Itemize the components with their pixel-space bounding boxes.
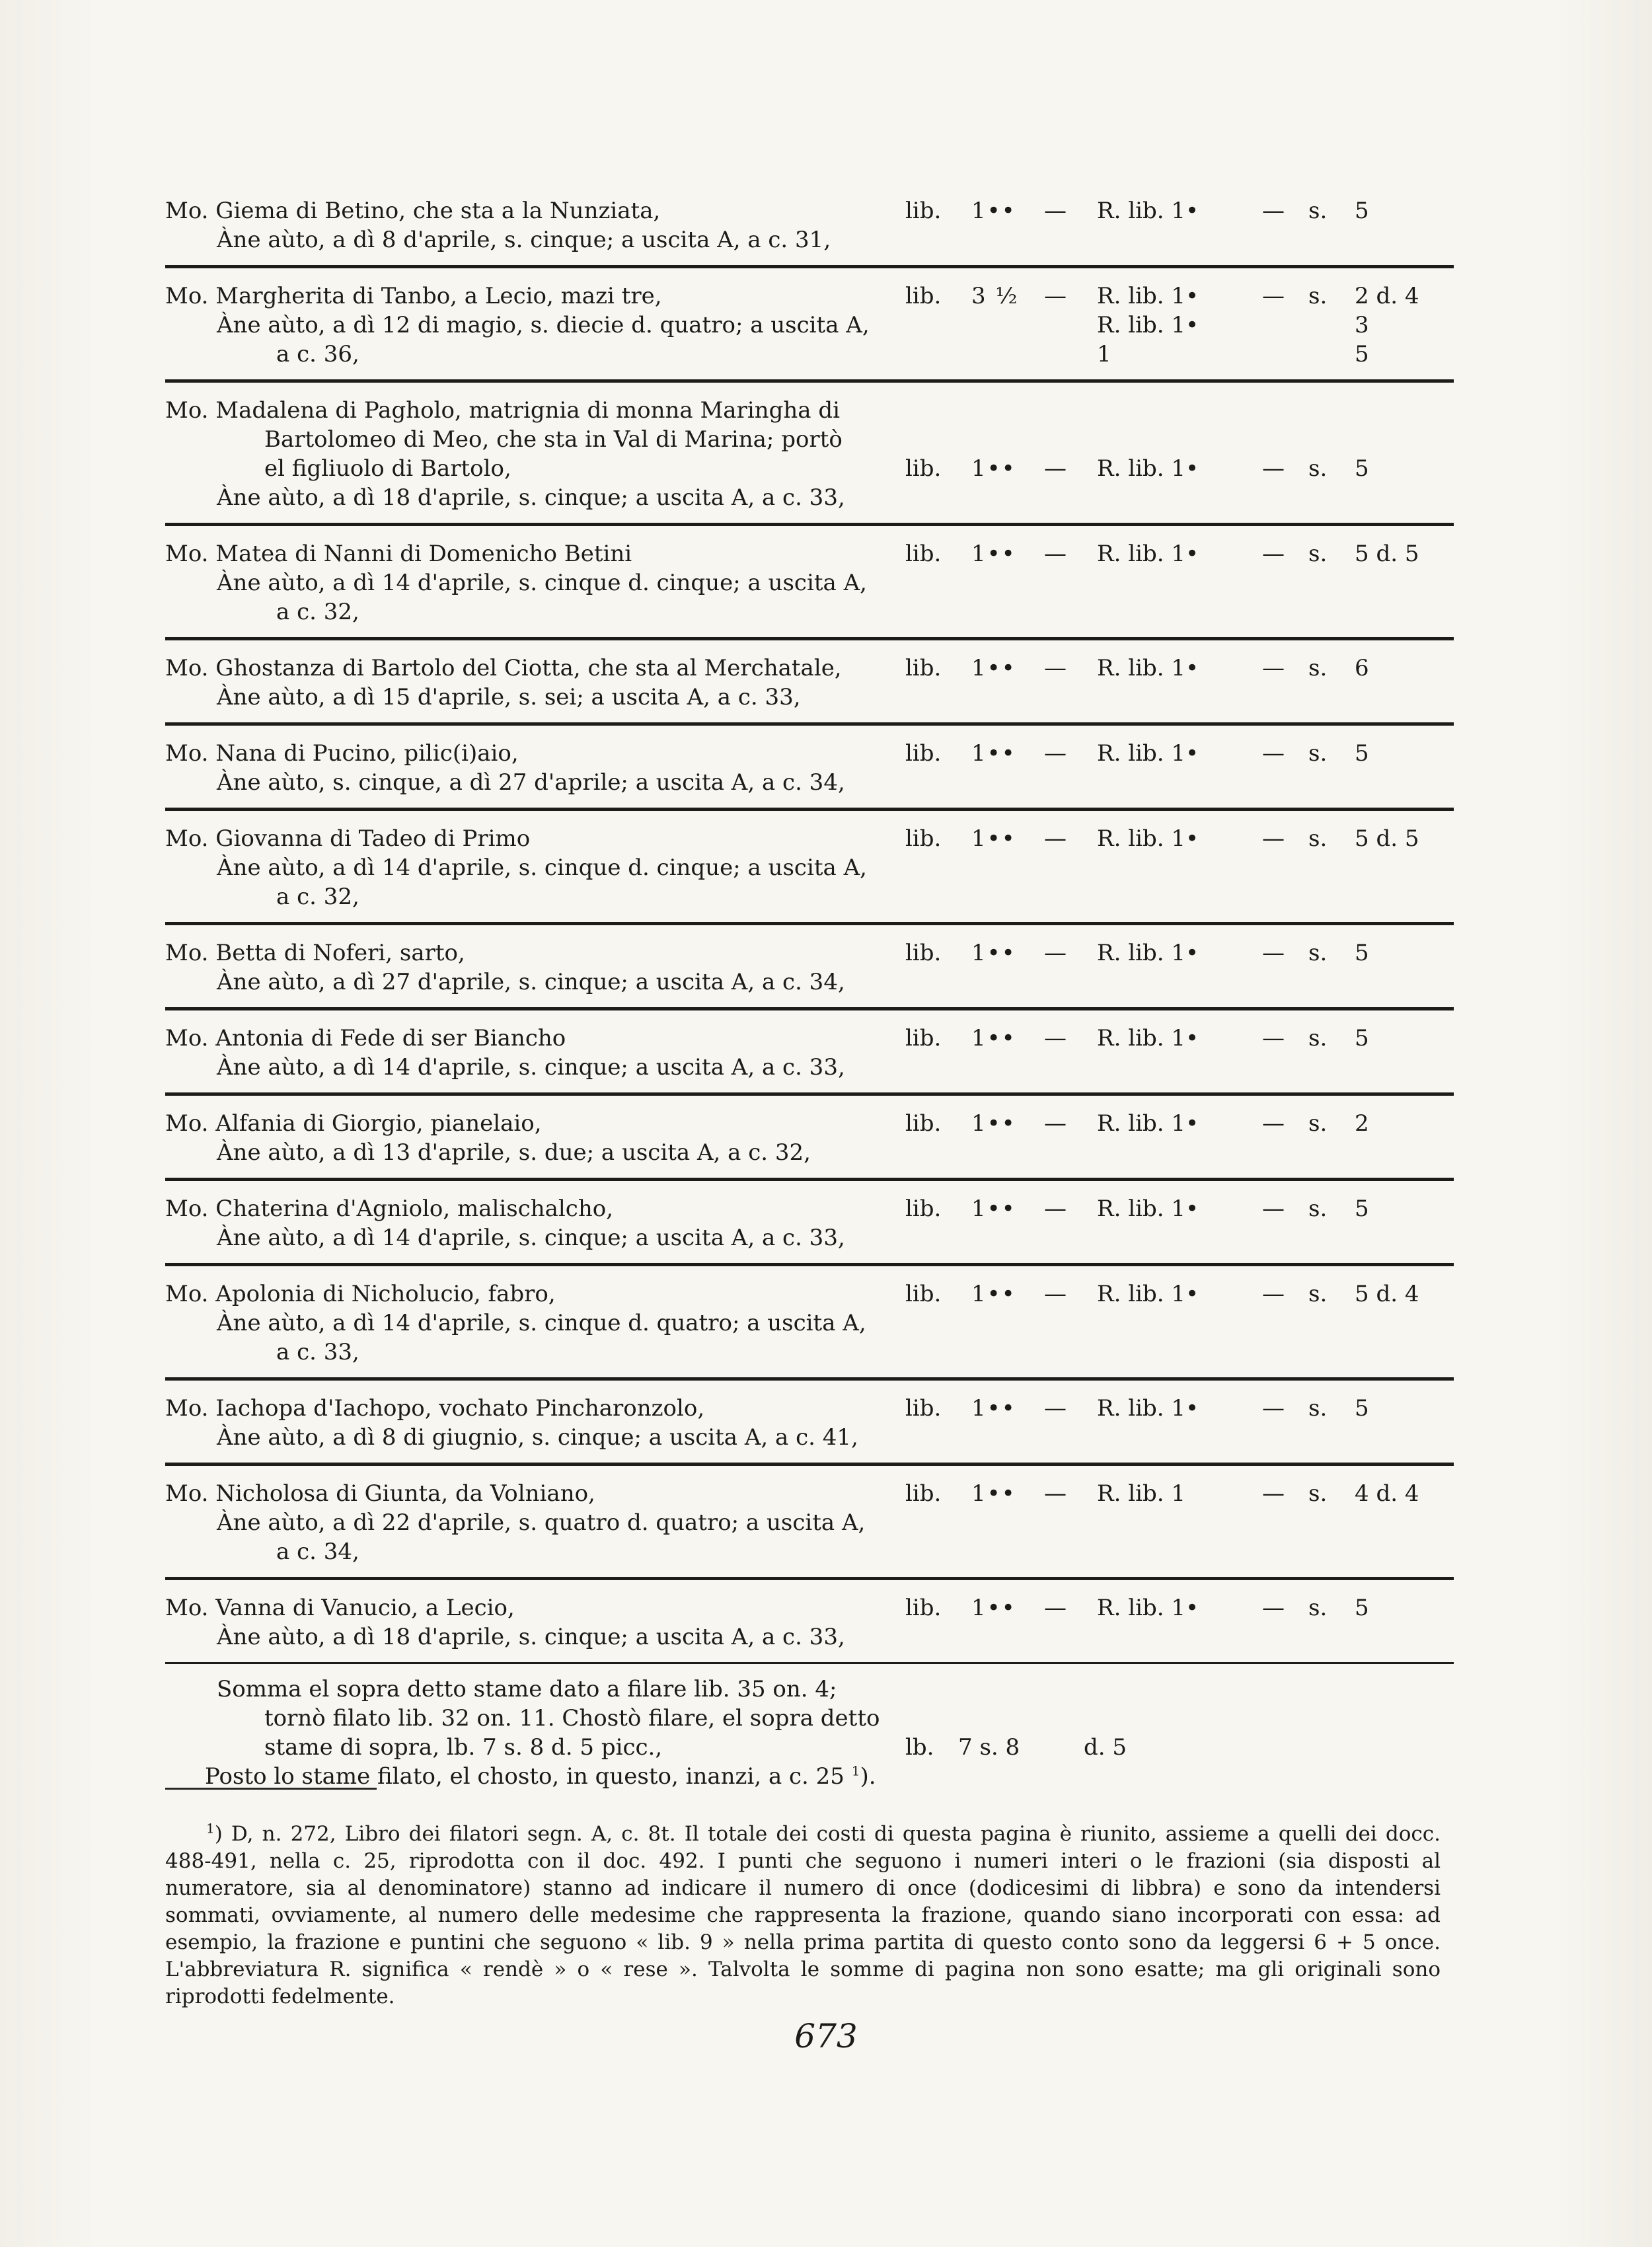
amount-num: 5 — [1355, 940, 1369, 966]
summary-posto: Posto lo stame filato, el chosto, in questo, inanzi, a c. 25 — [205, 1763, 845, 1790]
entry-name: Mo. Matea di Nanni di Domenicho Betini — [165, 541, 632, 567]
amount-lib: lib. — [905, 1281, 942, 1307]
ledger-entry — [165, 816, 1454, 925]
entry-detail: a c. 32, — [276, 599, 359, 625]
amount-amt: 1•• — [971, 1595, 1016, 1621]
dash-separator: — — [1262, 825, 1285, 852]
entry-detail: Àne aùto, a dì 18 d'aprile, s. cinque; a uscita A, a c. 33, — [217, 1624, 845, 1650]
entry-detail: a c. 32, — [276, 884, 359, 910]
entry-amounts — [905, 938, 1454, 968]
ledger-entry — [165, 188, 1454, 268]
entry-name: Mo. Madalena di Pagholo, matrignia di monna Maringha di — [165, 397, 840, 424]
entry-amounts — [905, 1194, 1454, 1223]
amount-num: 5 — [1355, 198, 1369, 224]
dash-separator: — — [1044, 1595, 1067, 1621]
footnote — [165, 1821, 1441, 2010]
summary-line: Somma el sopra detto stame dato a filare lib. 35 on. 4; — [217, 1676, 837, 1702]
amount-s: s. — [1308, 940, 1328, 966]
summary-amt: 7 s. 8 — [958, 1734, 1020, 1761]
ledger-entry — [165, 731, 1454, 811]
ledger-entry — [165, 1386, 1454, 1466]
footnote-text: ) D, n. 272, Libro dei filatori segn. A, c. 8t. Il totale dei costi di questa pagina è riunito, assieme a quelli dei docc. 488-491, nella c. 25, riprodotta con il doc. 492. I punti che seguono i numeri interi o le frazioni (sia disposti al numeratore, sia al denominatore) stanno ad indicare il numero di once (dodicesimi di libbra) e sono da intendersi sommati, ovviamente, al numero delle medesime che rappresenta la frazione, quando siano incorporati con essa: ad esempio, la frazione e puntini che seguono « lib. 9 » nella prima partita di questo conto sono da leggersi 6 + 5 once. L'abbreviatura R. significa « rendè » o « rese ». Talvolta le somme di pagina non sono esatte; ma gli originali sono riprodotti fedelmente. — [165, 1822, 1441, 2008]
amount-r: R. lib. 1• — [1097, 541, 1199, 567]
amount-r: R. lib. 1• — [1097, 1196, 1199, 1222]
amount-amt: 1•• — [971, 455, 1016, 482]
amount-row — [905, 282, 1454, 311]
amount-num: 5 — [1355, 1395, 1369, 1422]
amount-num: 5 d. 5 — [1355, 825, 1419, 852]
amount-row — [905, 1394, 1454, 1423]
entry-name: Mo. Giema di Betino, che sta a la Nunziata, — [165, 198, 661, 224]
entry-amounts — [905, 1593, 1454, 1622]
dash-separator: — — [1044, 1110, 1067, 1137]
amount-s: s. — [1308, 455, 1328, 482]
ledger-entry — [165, 1471, 1454, 1580]
amount-lib: lib. — [905, 198, 942, 224]
amount-r: R. lib. 1• — [1097, 1281, 1199, 1307]
amount-num: 3 — [1355, 312, 1369, 338]
entry-name: Mo. Apolonia di Nicholucio, fabro, — [165, 1281, 556, 1307]
amount-row — [905, 340, 1454, 369]
amount-amt: 1•• — [971, 1110, 1016, 1137]
dash-separator: — — [1262, 1196, 1285, 1222]
dash-separator: — — [1044, 1281, 1067, 1307]
amount-amt: 1•• — [971, 541, 1016, 567]
amount-amt: 1•• — [971, 825, 1016, 852]
entry-name: Mo. Iachopa d'Iachopo, vochato Pincharonzolo, — [165, 1395, 705, 1422]
entry-name: Mo. Antonia di Fede di ser Biancho — [165, 1025, 566, 1051]
amount-num: 5 d. 4 — [1355, 1281, 1419, 1307]
ledger-entry — [165, 1186, 1454, 1266]
dash-separator: — — [1262, 1395, 1285, 1422]
entry-amounts — [905, 824, 1454, 853]
entry-detail: a c. 33, — [276, 1339, 359, 1365]
ledger-entry — [165, 531, 1454, 640]
dash-separator: — — [1044, 1025, 1067, 1051]
entry-amounts — [905, 282, 1454, 369]
amount-amt: 1•• — [971, 1395, 1016, 1422]
amount-num: 2 — [1355, 1110, 1369, 1137]
amount-s: s. — [1308, 283, 1328, 309]
amount-r: R. lib. 1• — [1097, 740, 1199, 767]
entry-name-continuation: Bartolomeo di Meo, che sta in Val di Marina; portò — [264, 426, 843, 453]
amount-r: R. lib. 1 — [1097, 1480, 1185, 1507]
amount-amt: 1•• — [971, 740, 1016, 767]
entry-detail: Àne aùto, a dì 13 d'aprile, s. due; a uscita A, a c. 32, — [217, 1139, 811, 1166]
amount-lib: lib. — [905, 1025, 942, 1051]
dash-separator: — — [1044, 1196, 1067, 1222]
amount-num: 2 d. 4 — [1355, 283, 1419, 309]
amount-num: 5 — [1355, 740, 1369, 767]
amount-r: R. lib. 1• — [1097, 312, 1199, 338]
amount-amt: 1•• — [971, 1196, 1016, 1222]
dash-separator: — — [1044, 1480, 1067, 1507]
amount-amt: 1•• — [971, 1480, 1016, 1507]
amount-row — [905, 1479, 1454, 1508]
amount-r: R. lib. 1• — [1097, 198, 1199, 224]
dash-separator: — — [1262, 455, 1285, 482]
entry-detail: Àne aùto, a dì 8 di giugnio, s. cinque; a uscita A, a c. 41, — [217, 1424, 858, 1451]
amount-r: R. lib. 1• — [1097, 655, 1199, 681]
amount-s: s. — [1308, 541, 1328, 567]
amount-r: R. lib. 1• — [1097, 1025, 1199, 1051]
amount-s: s. — [1308, 1480, 1328, 1507]
dash-separator: — — [1044, 825, 1067, 852]
amount-num: 5 d. 5 — [1355, 541, 1419, 567]
ledger-entry — [165, 931, 1454, 1010]
ledger-entry — [165, 646, 1454, 726]
entry-detail: a c. 36, — [276, 341, 359, 367]
dash-separator: — — [1262, 740, 1285, 767]
dash-separator: — — [1262, 1480, 1285, 1507]
dash-separator: — — [1044, 198, 1067, 224]
entry-amounts — [905, 739, 1454, 768]
entry-amounts — [905, 1279, 1454, 1309]
amount-lib: lib. — [905, 1110, 942, 1137]
page-number: 673 — [794, 2017, 858, 2055]
ledger-entry — [165, 1272, 1454, 1381]
entry-amounts — [905, 1024, 1454, 1053]
amount-num: 5 — [1355, 455, 1369, 482]
amount-lib: lib. — [905, 455, 942, 482]
amount-r: R. lib. 1• — [1097, 940, 1199, 966]
amount-r: R. lib. 1• — [1097, 1110, 1199, 1137]
amount-amt: 1•• — [971, 198, 1016, 224]
summary-lib: lb. — [905, 1734, 934, 1761]
entry-detail: Àne aùto, a dì 14 d'aprile, s. cinque; a uscita A, a c. 33, — [217, 1225, 845, 1251]
entry-name: Mo. Nana di Pucino, pilic(i)aio, — [165, 740, 519, 767]
entry-detail: Àne aùto, s. cinque, a dì 27 d'aprile; a uscita A, a c. 34, — [217, 769, 845, 796]
entry-detail: Àne aùto, a dì 14 d'aprile, s. cinque d. quatro; a uscita A, — [217, 1310, 866, 1336]
amount-row — [905, 739, 1454, 768]
amount-row — [905, 1279, 1454, 1309]
entry-name: Mo. Ghostanza di Bartolo del Ciotta, che sta al Merchatale, — [165, 655, 842, 681]
dash-separator: — — [1262, 1025, 1285, 1051]
entry-name: Mo. Chaterina d'Agniolo, malischalcho, — [165, 1196, 614, 1222]
entry-detail: Àne aùto, a dì 22 d'aprile, s. quatro d. quatro; a uscita A, — [217, 1509, 866, 1536]
entry-name: Mo. Alfania di Giorgio, pianelaio, — [165, 1110, 542, 1137]
ledger-entry — [165, 1101, 1454, 1181]
amount-amt: 1•• — [971, 655, 1016, 681]
entry-detail: a c. 34, — [276, 1539, 359, 1565]
amount-row — [905, 1109, 1454, 1138]
dash-separator: — — [1262, 940, 1285, 966]
summary-block — [165, 1675, 1454, 1791]
ledger-entry — [165, 1585, 1454, 1664]
dash-separator: — — [1044, 940, 1067, 966]
entry-amounts — [905, 196, 1454, 225]
entry-detail: Àne aùto, a dì 15 d'aprile, s. sei; a uscita A, a c. 33, — [217, 684, 801, 710]
entry-name: Mo. Margherita di Tanbo, a Lecio, mazi tre, — [165, 283, 662, 309]
dash-separator: — — [1262, 1595, 1285, 1621]
entry-amounts — [905, 1479, 1454, 1508]
amount-s: s. — [1308, 825, 1328, 852]
dash-separator: — — [1262, 541, 1285, 567]
amount-lib: lib. — [905, 283, 942, 309]
entry-detail: Àne aùto, a dì 14 d'aprile, s. cinque d. cinque; a uscita A, — [217, 855, 867, 881]
summary-line: tornò filato lib. 32 on. 11. Chostò filare, el sopra detto — [264, 1705, 880, 1732]
amount-amt: 1•• — [971, 1025, 1016, 1051]
summary-end: ). — [860, 1763, 876, 1790]
amount-r: R. lib. 1• — [1097, 283, 1199, 309]
entry-name: Mo. Giovanna di Tadeo di Primo — [165, 825, 531, 852]
amount-amt: 1•• — [971, 940, 1016, 966]
entry-detail: Àne aùto, a dì 14 d'aprile, s. cinque d. cinque; a uscita A, — [217, 570, 867, 596]
amount-lib: lib. — [905, 1395, 942, 1422]
amount-lib: lib. — [905, 655, 942, 681]
dash-separator: — — [1262, 283, 1285, 309]
amount-lib: lib. — [905, 825, 942, 852]
amount-r: R. lib. 1• — [1097, 1595, 1199, 1621]
summary-line — [165, 1762, 1454, 1791]
entry-name: Mo. Vanna di Vanucio, a Lecio, — [165, 1595, 515, 1621]
dash-separator: — — [1262, 655, 1285, 681]
amount-row — [905, 539, 1454, 568]
footnote-rule — [165, 1788, 377, 1790]
amount-s: s. — [1308, 198, 1328, 224]
dash-separator: — — [1262, 1110, 1285, 1137]
entry-amounts — [905, 654, 1454, 683]
entry-detail: Àne aùto, a dì 27 d'aprile, s. cinque; a uscita A, a c. 34, — [217, 969, 845, 995]
dash-separator: — — [1044, 740, 1067, 767]
amount-amt: 3 ½ — [971, 283, 1019, 309]
amount-row — [905, 311, 1454, 340]
amount-num: 4 d. 4 — [1355, 1480, 1419, 1507]
amount-num: 5 — [1355, 341, 1369, 367]
amount-r: R. lib. 1• — [1097, 455, 1199, 482]
ledger-entry — [165, 388, 1454, 526]
amount-lib: lib. — [905, 541, 942, 567]
dash-separator: — — [1262, 198, 1285, 224]
dash-separator: — — [1044, 283, 1067, 309]
amount-lib: lib. — [905, 940, 942, 966]
amount-r: R. lib. 1• — [1097, 825, 1199, 852]
amount-row — [905, 1194, 1454, 1223]
amount-num: 6 — [1355, 655, 1369, 681]
amount-num: 5 — [1355, 1595, 1369, 1621]
entry-detail: Àne aùto, a dì 12 di magio, s. diecie d. quatro; a uscita A, — [217, 312, 870, 338]
amount-row — [905, 454, 1454, 483]
ledger-entry — [165, 1016, 1454, 1096]
entry-name: Mo. Betta di Noferi, sarto, — [165, 940, 465, 966]
ledger-entries — [165, 188, 1454, 1791]
amount-lib: lib. — [905, 1196, 942, 1222]
dash-separator: — — [1044, 541, 1067, 567]
amount-r: 1 — [1097, 341, 1111, 367]
entry-detail: Àne aùto, a dì 8 d'aprile, s. cinque; a uscita A, a c. 31, — [217, 227, 831, 253]
footnote-ref: 1 — [851, 1763, 860, 1779]
dash-separator: — — [1044, 655, 1067, 681]
entry-amounts — [905, 454, 1454, 483]
amount-s: s. — [1308, 1025, 1328, 1051]
amount-lib: lib. — [905, 740, 942, 767]
amount-r: R. lib. 1• — [1097, 1395, 1199, 1422]
amount-row — [905, 1024, 1454, 1053]
amount-s: s. — [1308, 1281, 1328, 1307]
amount-row — [905, 196, 1454, 225]
amount-s: s. — [1308, 1196, 1328, 1222]
footnote-mark: 1 — [206, 1820, 215, 1837]
amount-row — [905, 1593, 1454, 1622]
dash-separator: — — [1044, 1395, 1067, 1422]
dash-separator: — — [1262, 1281, 1285, 1307]
amount-s: s. — [1308, 1595, 1328, 1621]
amount-row — [905, 654, 1454, 683]
amount-lib: lib. — [905, 1595, 942, 1621]
summary-d: d. 5 — [1084, 1734, 1127, 1761]
ledger-entry — [165, 274, 1454, 383]
entry-name-continuation: el figliuolo di Bartolo, — [264, 455, 511, 482]
amount-s: s. — [1308, 1395, 1328, 1422]
amount-row — [905, 938, 1454, 968]
entry-detail: Àne aùto, a dì 14 d'aprile, s. cinque; a uscita A, a c. 33, — [217, 1054, 845, 1081]
summary-line: stame di sopra, lb. 7 s. 8 d. 5 picc., — [264, 1734, 663, 1761]
entry-detail: Àne aùto, a dì 18 d'aprile, s. cinque; a uscita A, a c. 33, — [217, 484, 845, 511]
entry-amounts — [905, 1109, 1454, 1138]
amount-amt: 1•• — [971, 1281, 1016, 1307]
entry-amounts — [905, 539, 1454, 568]
amount-s: s. — [1308, 1110, 1328, 1137]
amount-s: s. — [1308, 740, 1328, 767]
amount-num: 5 — [1355, 1025, 1369, 1051]
amount-row — [905, 824, 1454, 853]
entry-name: Mo. Nicholosa di Giunta, da Volniano, — [165, 1480, 595, 1507]
amount-s: s. — [1308, 655, 1328, 681]
amount-lib: lib. — [905, 1480, 942, 1507]
entry-amounts — [905, 1394, 1454, 1423]
amount-num: 5 — [1355, 1196, 1369, 1222]
dash-separator: — — [1044, 455, 1067, 482]
